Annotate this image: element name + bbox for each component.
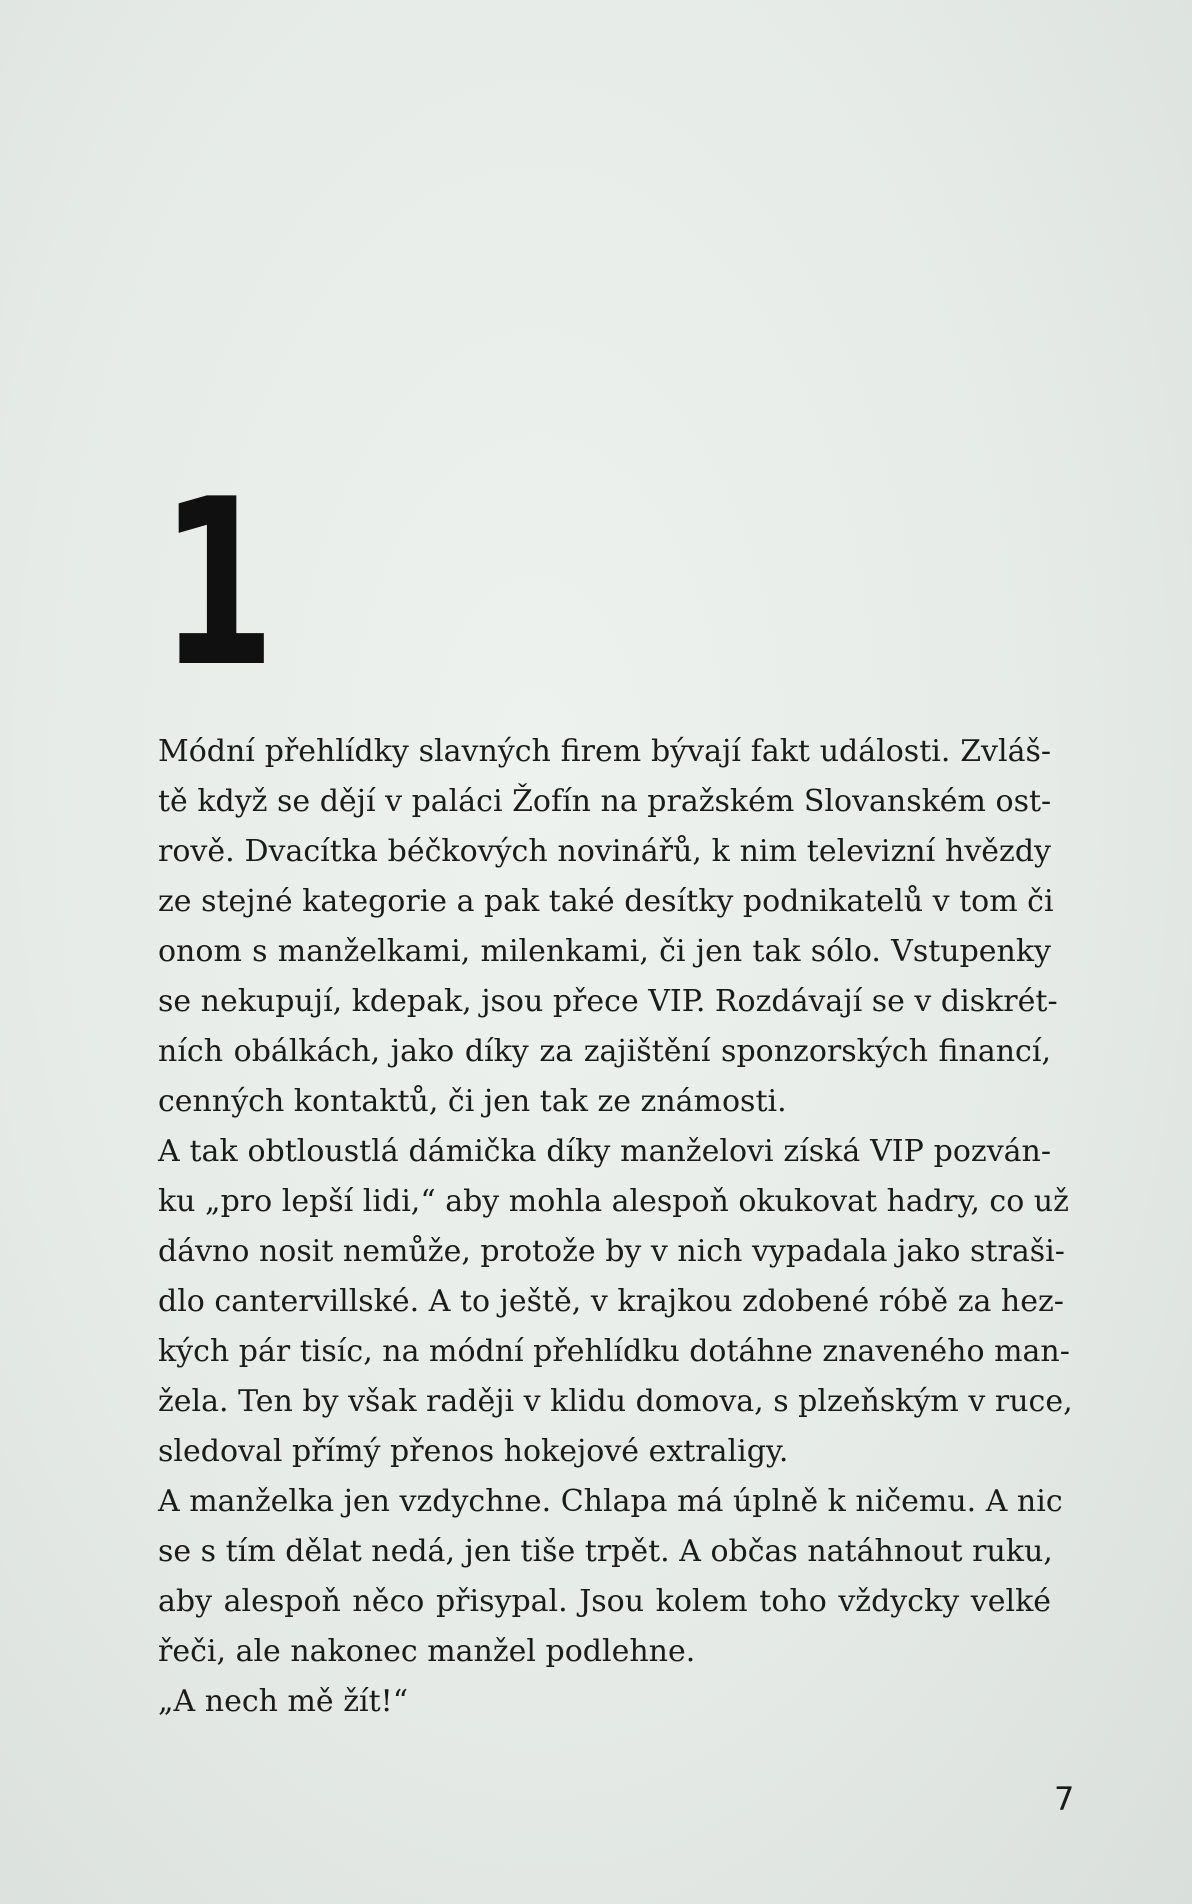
text-line: dlo cantervillské. A to ještě, v krajkou zdobené róbě za hez- (158, 1284, 1064, 1319)
text-line: se s tím dělat nedá, jen tiše trpět. A občas natáhnout ruku, (158, 1534, 1053, 1569)
text-line: kých pár tisíc, na módní přehlídku dotáhne znaveného man- (158, 1334, 1070, 1369)
text-line: ze stejné kategorie a pak také desítky podnikatelů v tom či (158, 884, 1054, 919)
text-line: sledoval přímý přenos hokejové extraligy. (158, 1434, 789, 1469)
chapter-number: 1 (160, 451, 273, 718)
text-line: rově. Dvacítka béčkových novinářů, k nim televizní hvězdy (158, 834, 1051, 869)
text-line: onom s manželkami, milenkami, či jen tak sólo. Vstupenky (158, 934, 1051, 969)
text-line: cenných kontaktů, či jen tak ze známosti. (158, 1084, 787, 1119)
text-line: aby alespoň něco přisypal. Jsou kolem toho vždycky velké (158, 1584, 1051, 1619)
text-line: ních obálkách, jako díky za zajištění sponzorských financí, (158, 1034, 1051, 1069)
text-line: se nekupují, kdepak, jsou přece VIP. Rozdávají se v diskrét- (158, 984, 1058, 1019)
text-line: A tak obtloustlá dámička díky manželovi získá VIP pozván- (158, 1134, 1051, 1169)
text-line: A manželka jen vzdychne. Chlapa má úplně k ničemu. A nic (158, 1484, 1063, 1519)
text-line: ku „pro lepší lidi,“ aby mohla alespoň okukovat hadry, co už (158, 1184, 1069, 1219)
text-line: dávno nosit nemůže, protože by v nich vypadala jako straši- (158, 1234, 1065, 1269)
text-line: tě když se dějí v paláci Žofín na pražském Slovanském ost- (158, 784, 1052, 819)
text-line: řeči, ale nakonec manžel podlehne. (158, 1634, 696, 1669)
text-line: Módní přehlídky slavných firem bývají fakt události. Zvláš- (158, 734, 1051, 769)
page-number: 7 (1054, 1780, 1075, 1818)
chapter-text (158, 727, 1073, 1727)
text-line: „A nech mě žít!“ (158, 1684, 409, 1719)
text-line: žela. Ten by však raději v klidu domova, s plzeňským v ruce, (158, 1384, 1073, 1419)
